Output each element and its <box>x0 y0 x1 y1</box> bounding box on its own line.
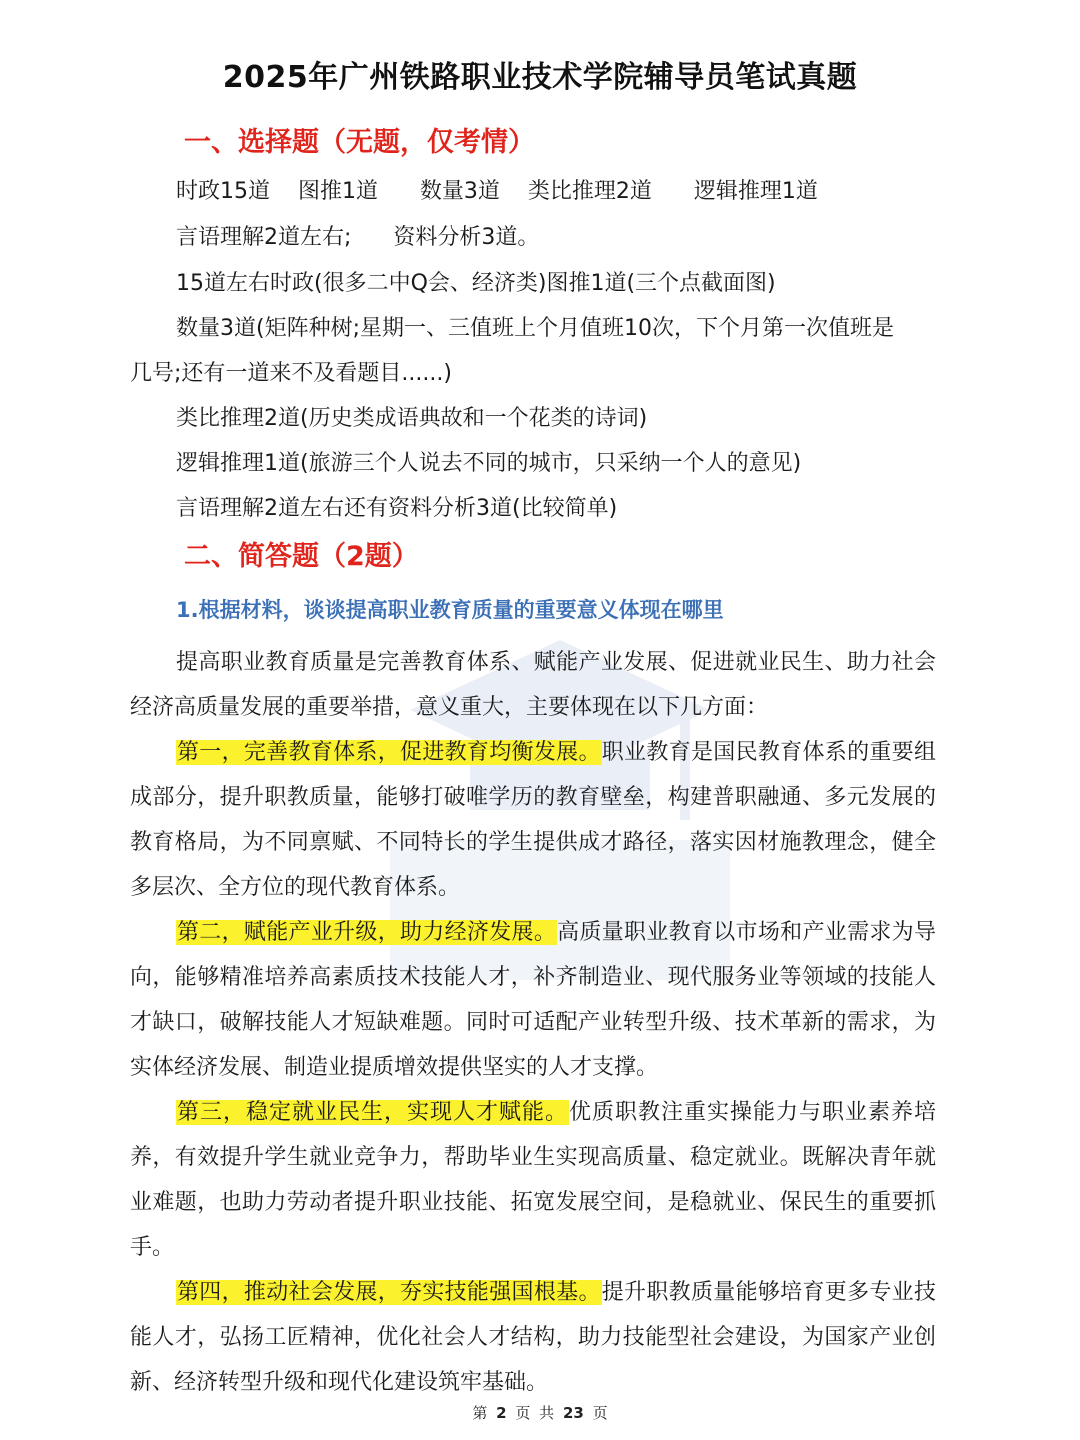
page-number-footer <box>0 1402 1080 1423</box>
document-title: 2025年广州铁路职业技术学院辅导员笔试真题 <box>222 60 858 95</box>
question-heading: 1.根据材料，谈谈提高职业教育质量的重要意义体现在哪里 <box>176 598 724 622</box>
section-heading-choice: 一、选择题（无题，仅考情） <box>184 127 535 158</box>
exam-line: 几号;还有一道来不及看题目......) <box>130 361 452 386</box>
point-paragraph-2 <box>130 910 936 1090</box>
point-text: 职业教育是国民教育体系的重要组成部分，提升职教质量，能够打破唯学历的教育壁垒，构建普职融通、多元发展的教育格局，为不同禀赋、不同特长的学生提供成才路径，落实因材施教理念，健全多层次、全方位的现代教育体系。 <box>130 740 936 900</box>
highlight-text: 第二，赋能产业升级，助力经济发展。 <box>177 920 557 945</box>
section-heading-short-answer: 二、简答题（2题） <box>184 541 419 572</box>
footer-middle: 页 共 <box>515 1404 555 1422</box>
current-page-number: 2 <box>496 1404 507 1422</box>
highlight-text: 第一，完善教育体系，促进教育均衡发展。 <box>177 740 601 765</box>
point-text: 提升职教质量能够培育更多专业技能人才，弘扬工匠精神，优化社会人才结构，助力技能型社会建设，为国家产业创新、经济转型升级和现代化建设筑牢基础。 <box>130 1280 936 1395</box>
point-paragraph-4 <box>130 1270 936 1405</box>
exam-line: 言语理解2道左右还有资料分析3道(比较简单) <box>176 496 618 521</box>
exam-line: 言语理解2道左右; 资料分析3道。 <box>176 225 540 250</box>
point-paragraph-3 <box>130 1090 936 1270</box>
exam-line: 时政15道 图推1道 数量3道 类比推理2道 逻辑推理1道 <box>176 179 818 204</box>
point-text: 高质量职业教育以市场和产业需求为导向，能够精准培养高素质技术技能人才，补齐制造业、现代服务业等领域的技能人才缺口，破解技能人才短缺难题。同时可适配产业转型升级、技术革新的需求，为实体经济发展、制造业提质增效提供坚实的人才支撑。 <box>130 920 936 1080</box>
total-page-number: 23 <box>562 1404 584 1422</box>
footer-suffix: 页 <box>592 1404 608 1422</box>
footer-prefix: 第 <box>472 1404 488 1422</box>
exam-line: 逻辑推理1道(旅游三个人说去不同的城市，只采纳一个人的意见) <box>176 451 802 476</box>
intro-paragraph: 提高职业教育质量是完善教育体系、赋能产业发展、促进就业民生、助力社会经济高质量发展的重要举措，意义重大，主要体现在以下几方面： <box>130 650 936 720</box>
exam-line: 15道左右时政(很多二中Q会、经济类)图推1道(三个点截面图) <box>176 271 776 296</box>
exam-line: 数量3道(矩阵种树;星期一、三值班上个月值班10次，下个月第一次值班是 <box>176 316 894 341</box>
point-text: 优质职教注重实操能力与职业素养培养，有效提升学生就业竞争力，帮助毕业生实现高质量、稳定就业。既解决青年就业难题，也助力劳动者提升职业技能、拓宽发展空间，是稳就业、保民生的重要抓手。 <box>130 1100 936 1260</box>
point-paragraph-1 <box>130 730 936 910</box>
exam-line: 类比推理2道(历史类成语典故和一个花类的诗词) <box>176 406 648 431</box>
highlight-text: 第四，推动社会发展，夯实技能强国根基。 <box>177 1280 601 1305</box>
highlight-text: 第三，稳定就业民生，实现人才赋能。 <box>177 1100 568 1125</box>
